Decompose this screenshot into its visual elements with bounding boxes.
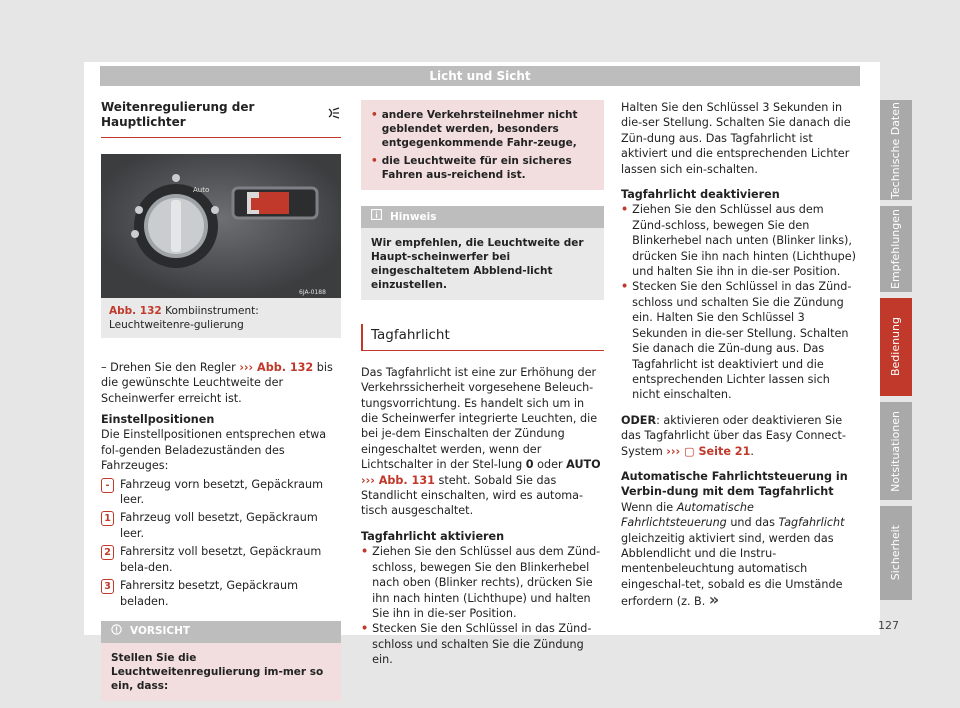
position-number: 1 <box>101 511 114 526</box>
oder-paragraph: ODER: aktivieren oder deaktivieren Sie das Tagfahrlicht über das Easy Connect-System ››› ▢ Seite 21. <box>621 413 846 458</box>
position-item <box>101 544 341 575</box>
section-title <box>101 100 341 138</box>
activate-continuation: Halten Sie den Schlüssel 3 Sekunden in die-ser Stellung. Schalten Sie danach die Zün-dung aus. Das Tagfahrlicht ist aktiviert und die entsprechenden Lichter lassen sich ein-schalten. <box>621 101 851 176</box>
auto-paragraph: Wenn die Automatische Fahrlichtsteuerung und das Tagfahrlicht gleichzeitig aktiviert sind, werden das Abblendlicht und die Instru-mentenbeleuchtung automatisch eingeschal-tet, sobald es die Umstände erfordern (z. B. » <box>621 500 845 610</box>
knob-auto-label: Auto <box>193 185 210 194</box>
column-middle <box>361 100 604 668</box>
activate-title: Tagfahrlicht aktivieren <box>361 529 505 543</box>
auto-position-icon: AUTO <box>566 458 601 472</box>
figure-label: Abb. 132 <box>109 304 162 317</box>
vorsicht-header <box>101 621 341 643</box>
hint-box <box>361 206 604 300</box>
deactivate-item: • Stecken Sie den Schlüssel in das Zünd-schloss und schalten Sie die Zündung ein. Halten Sie den Schlüssel 3 Sekunden in die-ser Stellung. Schalten Sie danach die Zün-dung aus. Das Tagfahrlicht ist deaktiviert und die entsprechenden Lichter lassen sich nicht einschalten. <box>621 280 852 402</box>
deactivate-item: • Ziehen Sie den Schlüssel aus dem Zünd-schloss, bewegen Sie den Blinkerhebel nach unten (Blinker links), drücken Sie ihn nach hinten (Lichthupe) und halten Sie ihn in die-ser Position. <box>621 203 857 279</box>
position-text: Fahrersitz besetzt, Gepäckraum beladen. <box>120 579 298 608</box>
einstell-text: Die Einstellpositionen entsprechen etwa fol-genden Beladezuständen des Fahrzeuges: <box>101 428 327 473</box>
tab-sicherheit[interactable]: Sicherheit <box>880 506 912 600</box>
ref-link-abb131[interactable]: ››› Abb. 131 <box>361 473 435 487</box>
figure-caption <box>101 298 341 338</box>
headlight-icon <box>327 107 341 123</box>
vorsicht-box <box>101 621 341 701</box>
column-left <box>101 100 341 701</box>
tab-bedienung[interactable]: Bedienung <box>880 298 912 396</box>
hint-header <box>361 206 604 228</box>
section-title-text: Weitenregulierung der Hauptlichter <box>101 100 255 130</box>
activate-item: • Stecken Sie den Schlüssel in das Zünd-schloss und schalten Sie die Zündung ein. <box>361 622 592 667</box>
warning-icon <box>111 624 122 640</box>
figure-light-switch <box>101 154 341 298</box>
step-instruction: – Drehen Sie den Regler ››› Abb. 132 bis die gewünschte Leuchtweite der Scheinwerfer erreicht ist. <box>101 360 333 405</box>
auto-title: Automatische Fahrlichtsteuerung in Verbin-dung mit dem Tagfahrlicht <box>621 469 848 499</box>
position-item <box>101 510 341 541</box>
positions-list <box>101 477 341 609</box>
position-text: Fahrersitz voll besetzt, Gepäckraum bela-den. <box>120 545 322 574</box>
position-text: Fahrzeug voll besetzt, Gepäckraum leer. <box>120 511 318 540</box>
position-number: 2 <box>101 545 114 560</box>
info-icon <box>371 209 382 225</box>
vorsicht-text: Stellen Sie die Leuchtweitenregulierung im-mer so ein, dass: <box>101 643 341 701</box>
hint-text: Wir empfehlen, die Leuchtweite der Haupt-scheinwerfer bei eingeschaltetem Abblend-licht einzustellen. <box>361 228 604 300</box>
position-number: - <box>101 478 114 493</box>
column-right <box>621 100 859 610</box>
tab-notsituationen[interactable]: Notsituationen <box>880 402 912 500</box>
deactivate-title: Tagfahrlicht deaktivieren <box>621 188 780 202</box>
book-icon: ▢ <box>684 444 695 458</box>
continue-arrow-icon: » <box>708 590 720 610</box>
ref-link-seite21[interactable]: ››› ▢ Seite 21 <box>666 444 751 458</box>
position-text: Fahrzeug vorn besetzt, Gepäckraum leer. <box>120 477 324 507</box>
hint-title: Hinweis <box>390 210 437 223</box>
position-item <box>101 578 341 609</box>
tab-empfehlungen[interactable]: Empfehlungen <box>880 206 912 292</box>
position-item <box>101 477 341 508</box>
vorsicht-title: VORSICHT <box>130 625 191 638</box>
light-position-icon: 0 <box>525 458 534 472</box>
figure-code: 6JA-0188 <box>299 288 326 296</box>
ref-link-abb132[interactable]: ››› Abb. 132 <box>239 360 314 374</box>
sidebar-tabs <box>880 100 912 606</box>
vorsicht-continuation <box>361 100 604 190</box>
page-number: 127 <box>878 619 899 632</box>
figure-caption-text: Kombiinstrument: Leuchtweitenre-gulierung <box>109 304 259 331</box>
tagfahrlicht-heading: Tagfahrlicht <box>361 324 604 350</box>
activate-item: • Ziehen Sie den Schlüssel aus dem Zünd-schloss, bewegen Sie den Blinkerhebel nach oben (Blinker rechts), drücken Sie ihn nach hinten (Lichthupe) und halten Sie ihn in die-ser Position. <box>361 545 601 620</box>
warn-item: • andere Verkehrsteilnehmer nicht geblendet werden, besonders entgegenkommende Fahr-zeuge, <box>371 109 578 149</box>
tab-technische-daten[interactable]: Technische Daten <box>880 100 912 200</box>
warn-item: • die Leuchtweite für ein sicheres Fahren aus-reichend ist. <box>371 155 572 181</box>
tagfahrlicht-intro: Das Tagfahrlicht ist eine zur Erhöhung der Verkehrssicherheit vorgesehene Beleuch-tungsvorrichtung. Es handelt sich um in die Scheinwerfer integrierte Leuchten, die bei je-dem Einschalten der Zündung eingeschaltet werden, wenn der Lichtschalter in der Stel-lung 0 oder AUTO ››› Abb. 131 steht. Sobald Sie das Standlicht einschalten, wird es automa-tisch ausgeschaltet. <box>361 365 601 518</box>
position-number: 3 <box>101 579 114 594</box>
einstell-title: Einstellpositionen <box>101 413 215 427</box>
chapter-header: Licht und Sicht <box>100 66 860 86</box>
